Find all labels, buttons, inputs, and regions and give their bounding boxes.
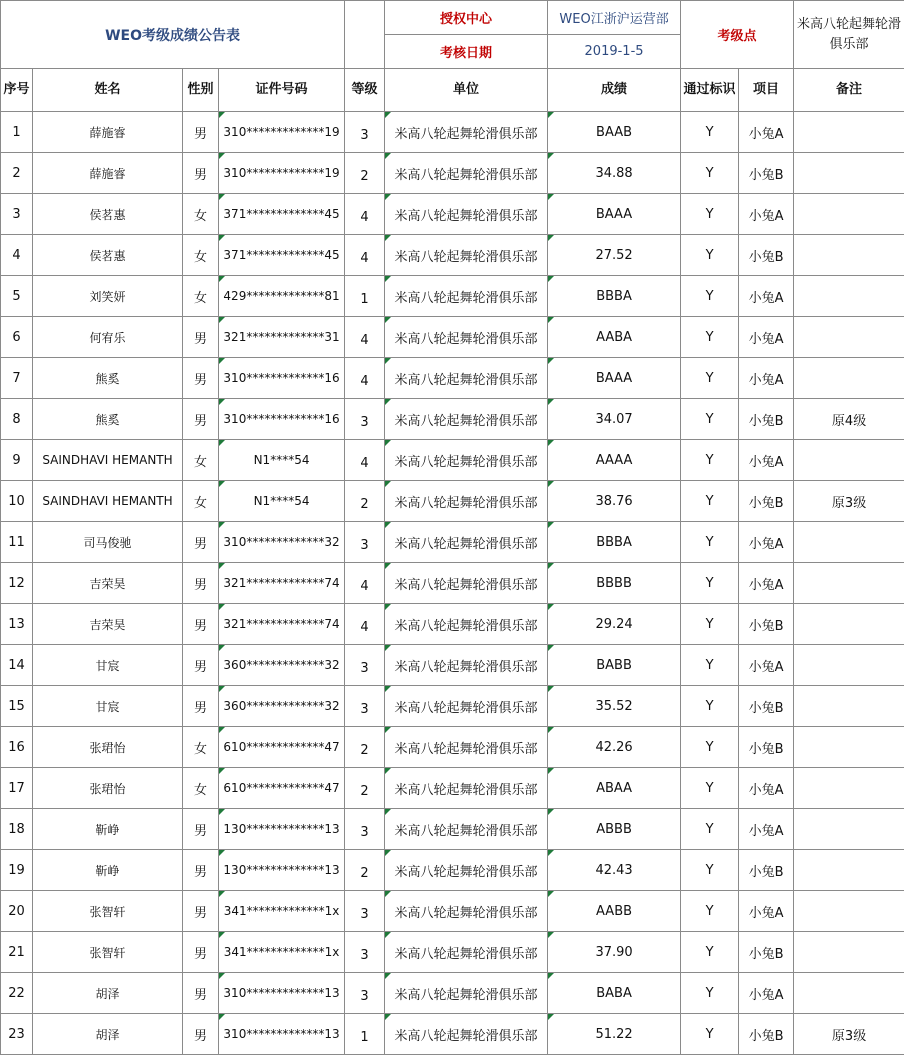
student-name-cell: 靳峥 <box>33 850 183 891</box>
id-number-cell: 321*************74 <box>219 563 345 604</box>
gender-cell: 男 <box>183 686 219 727</box>
student-name-cell: 胡泽 <box>33 1014 183 1055</box>
row-number-cell: 2 <box>1 153 33 194</box>
gender-cell: 男 <box>183 645 219 686</box>
note-cell <box>794 891 904 932</box>
gender-cell: 男 <box>183 1014 219 1055</box>
note-cell <box>794 276 904 317</box>
note-cell: 原3级 <box>794 481 904 522</box>
level-cell: 2 <box>345 768 385 809</box>
row-number-cell: 23 <box>1 1014 33 1055</box>
score-cell: AABB <box>548 891 681 932</box>
student-name-cell: 熊奚 <box>33 399 183 440</box>
student-name-cell: 吉荣昊 <box>33 604 183 645</box>
unit-cell: 米高八轮起舞轮滑俱乐部 <box>385 276 548 317</box>
item-cell: 小兔A <box>739 645 794 686</box>
note-cell <box>794 358 904 399</box>
student-name-cell: SAINDHAVI HEMANTH <box>33 481 183 522</box>
unit-cell: 米高八轮起舞轮滑俱乐部 <box>385 563 548 604</box>
gender-cell: 男 <box>183 850 219 891</box>
id-number-cell: 130*************13 <box>219 850 345 891</box>
unit-cell: 米高八轮起舞轮滑俱乐部 <box>385 973 548 1014</box>
student-name-cell: 薛施睿 <box>33 112 183 153</box>
score-cell: BAAA <box>548 194 681 235</box>
level-cell: 3 <box>345 399 385 440</box>
level-cell: 4 <box>345 235 385 276</box>
column-header-row <box>1 69 904 112</box>
table-row <box>1 522 904 563</box>
pass-flag-cell: Y <box>681 235 739 276</box>
gender-cell: 男 <box>183 112 219 153</box>
student-name-cell: 薛施睿 <box>33 153 183 194</box>
level-cell: 3 <box>345 522 385 563</box>
gender-cell: 男 <box>183 317 219 358</box>
item-cell: 小兔A <box>739 112 794 153</box>
id-number-cell: 310*************32 <box>219 522 345 563</box>
score-cell: AABA <box>548 317 681 358</box>
unit-cell: 米高八轮起舞轮滑俱乐部 <box>385 153 548 194</box>
score-cell: 35.52 <box>548 686 681 727</box>
col-header-pass: 通过标识 <box>681 69 739 112</box>
note-cell <box>794 563 904 604</box>
id-number-cell: 321*************74 <box>219 604 345 645</box>
id-number-cell: 341*************1x <box>219 932 345 973</box>
center-label: 授权中心 <box>385 1 548 35</box>
unit-cell: 米高八轮起舞轮滑俱乐部 <box>385 686 548 727</box>
gender-cell: 男 <box>183 932 219 973</box>
col-header-level: 等级 <box>345 69 385 112</box>
row-number-cell: 17 <box>1 768 33 809</box>
item-cell: 小兔A <box>739 317 794 358</box>
note-cell <box>794 973 904 1014</box>
table-row <box>1 1014 904 1055</box>
date-value: 2019-1-5 <box>548 35 681 69</box>
level-cell: 2 <box>345 727 385 768</box>
table-row <box>1 645 904 686</box>
score-cell: BBBA <box>548 522 681 563</box>
note-cell <box>794 235 904 276</box>
level-cell: 2 <box>345 153 385 194</box>
center-value: WEO江浙沪运营部 <box>548 1 681 35</box>
id-number-cell: 341*************1x <box>219 891 345 932</box>
item-cell: 小兔A <box>739 358 794 399</box>
note-cell <box>794 112 904 153</box>
note-cell: 原4级 <box>794 399 904 440</box>
item-cell: 小兔B <box>739 727 794 768</box>
unit-cell: 米高八轮起舞轮滑俱乐部 <box>385 932 548 973</box>
pass-flag-cell: Y <box>681 850 739 891</box>
row-number-cell: 10 <box>1 481 33 522</box>
gender-cell: 女 <box>183 768 219 809</box>
id-number-cell: 371*************45 <box>219 235 345 276</box>
item-cell: 小兔B <box>739 850 794 891</box>
gender-cell: 男 <box>183 809 219 850</box>
note-cell <box>794 440 904 481</box>
table-row <box>1 317 904 358</box>
pass-flag-cell: Y <box>681 891 739 932</box>
col-header-item: 项目 <box>739 69 794 112</box>
gender-cell: 男 <box>183 891 219 932</box>
col-header-no: 序号 <box>1 69 33 112</box>
col-header-score: 成绩 <box>548 69 681 112</box>
pass-flag-cell: Y <box>681 112 739 153</box>
col-header-gender: 性别 <box>183 69 219 112</box>
unit-cell: 米高八轮起舞轮滑俱乐部 <box>385 358 548 399</box>
pass-flag-cell: Y <box>681 317 739 358</box>
item-cell: 小兔B <box>739 604 794 645</box>
unit-cell: 米高八轮起舞轮滑俱乐部 <box>385 194 548 235</box>
id-number-cell: 371*************45 <box>219 194 345 235</box>
item-cell: 小兔B <box>739 481 794 522</box>
student-name-cell: 何宥乐 <box>33 317 183 358</box>
col-header-name: 姓名 <box>33 69 183 112</box>
pass-flag-cell: Y <box>681 522 739 563</box>
pass-flag-cell: Y <box>681 276 739 317</box>
score-cell: 37.90 <box>548 932 681 973</box>
item-cell: 小兔B <box>739 932 794 973</box>
item-cell: 小兔A <box>739 194 794 235</box>
item-cell: 小兔B <box>739 686 794 727</box>
id-number-cell: 310*************16 <box>219 399 345 440</box>
student-name-cell: 靳峥 <box>33 809 183 850</box>
gender-cell: 女 <box>183 481 219 522</box>
level-cell: 4 <box>345 194 385 235</box>
table-row <box>1 563 904 604</box>
item-cell: 小兔A <box>739 809 794 850</box>
score-cell: 38.76 <box>548 481 681 522</box>
id-number-cell: 310*************19 <box>219 153 345 194</box>
pass-flag-cell: Y <box>681 932 739 973</box>
id-number-cell: 310*************13 <box>219 973 345 1014</box>
row-number-cell: 22 <box>1 973 33 1014</box>
note-cell <box>794 153 904 194</box>
item-cell: 小兔A <box>739 563 794 604</box>
score-cell: AAAA <box>548 440 681 481</box>
score-cell: 29.24 <box>548 604 681 645</box>
id-number-cell: 310*************13 <box>219 1014 345 1055</box>
gender-cell: 男 <box>183 399 219 440</box>
table-row <box>1 768 904 809</box>
unit-cell: 米高八轮起舞轮滑俱乐部 <box>385 522 548 563</box>
row-number-cell: 12 <box>1 563 33 604</box>
unit-cell: 米高八轮起舞轮滑俱乐部 <box>385 1014 548 1055</box>
id-number-cell: 610*************47 <box>219 768 345 809</box>
table-row <box>1 194 904 235</box>
table-row <box>1 358 904 399</box>
pass-flag-cell: Y <box>681 686 739 727</box>
item-cell: 小兔A <box>739 440 794 481</box>
note-cell <box>794 932 904 973</box>
level-cell: 3 <box>345 809 385 850</box>
item-cell: 小兔B <box>739 153 794 194</box>
row-number-cell: 7 <box>1 358 33 399</box>
pass-flag-cell: Y <box>681 1014 739 1055</box>
student-name-cell: 张珺怡 <box>33 768 183 809</box>
table-title: WEO考级成绩公告表 <box>1 1 345 69</box>
level-cell: 4 <box>345 317 385 358</box>
student-name-cell: 吉荣昊 <box>33 563 183 604</box>
table-row <box>1 112 904 153</box>
note-cell <box>794 809 904 850</box>
level-cell: 4 <box>345 563 385 604</box>
unit-cell: 米高八轮起舞轮滑俱乐部 <box>385 481 548 522</box>
student-name-cell: 刘笑妍 <box>33 276 183 317</box>
row-number-cell: 16 <box>1 727 33 768</box>
row-number-cell: 6 <box>1 317 33 358</box>
id-number-cell: N1****54 <box>219 440 345 481</box>
level-cell: 2 <box>345 850 385 891</box>
score-cell: 42.26 <box>548 727 681 768</box>
pass-flag-cell: Y <box>681 604 739 645</box>
unit-cell: 米高八轮起舞轮滑俱乐部 <box>385 891 548 932</box>
pass-flag-cell: Y <box>681 399 739 440</box>
item-cell: 小兔B <box>739 235 794 276</box>
row-number-cell: 9 <box>1 440 33 481</box>
id-number-cell: 360*************32 <box>219 686 345 727</box>
row-number-cell: 18 <box>1 809 33 850</box>
student-name-cell: 张珺怡 <box>33 727 183 768</box>
item-cell: 小兔A <box>739 276 794 317</box>
score-cell: ABBB <box>548 809 681 850</box>
note-cell <box>794 686 904 727</box>
pass-flag-cell: Y <box>681 358 739 399</box>
table-row <box>1 276 904 317</box>
table-row <box>1 399 904 440</box>
score-cell: 34.07 <box>548 399 681 440</box>
id-number-cell: 321*************31 <box>219 317 345 358</box>
level-cell: 3 <box>345 112 385 153</box>
site-value: 米高八轮起舞轮滑俱乐部 <box>794 1 904 69</box>
score-cell: BAAB <box>548 112 681 153</box>
site-label: 考级点 <box>681 1 794 69</box>
pass-flag-cell: Y <box>681 563 739 604</box>
unit-cell: 米高八轮起舞轮滑俱乐部 <box>385 727 548 768</box>
pass-flag-cell: Y <box>681 153 739 194</box>
score-cell: BABB <box>548 645 681 686</box>
item-cell: 小兔B <box>739 399 794 440</box>
score-cell: ABAA <box>548 768 681 809</box>
level-cell: 3 <box>345 891 385 932</box>
student-name-cell: 侯茗惠 <box>33 194 183 235</box>
student-name-cell: 熊奚 <box>33 358 183 399</box>
table-row <box>1 809 904 850</box>
unit-cell: 米高八轮起舞轮滑俱乐部 <box>385 768 548 809</box>
score-cell: 51.22 <box>548 1014 681 1055</box>
gender-cell: 男 <box>183 604 219 645</box>
row-number-cell: 20 <box>1 891 33 932</box>
level-cell: 4 <box>345 604 385 645</box>
row-number-cell: 15 <box>1 686 33 727</box>
gender-cell: 男 <box>183 522 219 563</box>
id-number-cell: N1****54 <box>219 481 345 522</box>
pass-flag-cell: Y <box>681 768 739 809</box>
unit-cell: 米高八轮起舞轮滑俱乐部 <box>385 850 548 891</box>
note-cell <box>794 317 904 358</box>
note-cell <box>794 645 904 686</box>
item-cell: 小兔A <box>739 768 794 809</box>
level-cell: 3 <box>345 932 385 973</box>
gender-cell: 女 <box>183 727 219 768</box>
level-cell: 4 <box>345 358 385 399</box>
unit-cell: 米高八轮起舞轮滑俱乐部 <box>385 809 548 850</box>
student-name-cell: 司马俊驰 <box>33 522 183 563</box>
table-row <box>1 932 904 973</box>
table-row <box>1 891 904 932</box>
level-cell: 3 <box>345 686 385 727</box>
table-row <box>1 440 904 481</box>
pass-flag-cell: Y <box>681 645 739 686</box>
note-cell <box>794 604 904 645</box>
pass-flag-cell: Y <box>681 973 739 1014</box>
student-name-cell: SAINDHAVI HEMANTH <box>33 440 183 481</box>
unit-cell: 米高八轮起舞轮滑俱乐部 <box>385 399 548 440</box>
id-number-cell: 360*************32 <box>219 645 345 686</box>
row-number-cell: 21 <box>1 932 33 973</box>
col-header-id: 证件号码 <box>219 69 345 112</box>
id-number-cell: 130*************13 <box>219 809 345 850</box>
note-cell <box>794 850 904 891</box>
col-header-unit: 单位 <box>385 69 548 112</box>
student-name-cell: 甘宸 <box>33 686 183 727</box>
row-number-cell: 19 <box>1 850 33 891</box>
table-row <box>1 727 904 768</box>
pass-flag-cell: Y <box>681 481 739 522</box>
id-number-cell: 429*************81 <box>219 276 345 317</box>
score-cell: BAAA <box>548 358 681 399</box>
gender-cell: 女 <box>183 276 219 317</box>
row-number-cell: 3 <box>1 194 33 235</box>
student-name-cell: 胡泽 <box>33 973 183 1014</box>
score-cell: BABA <box>548 973 681 1014</box>
row-number-cell: 4 <box>1 235 33 276</box>
table-row <box>1 604 904 645</box>
row-number-cell: 14 <box>1 645 33 686</box>
item-cell: 小兔A <box>739 522 794 563</box>
score-cell: BBBA <box>548 276 681 317</box>
unit-cell: 米高八轮起舞轮滑俱乐部 <box>385 112 548 153</box>
note-cell <box>794 727 904 768</box>
table-row <box>1 153 904 194</box>
table-row <box>1 850 904 891</box>
id-number-cell: 610*************47 <box>219 727 345 768</box>
student-name-cell: 张智轩 <box>33 932 183 973</box>
unit-cell: 米高八轮起舞轮滑俱乐部 <box>385 235 548 276</box>
level-cell: 2 <box>345 481 385 522</box>
score-cell: 27.52 <box>548 235 681 276</box>
pass-flag-cell: Y <box>681 727 739 768</box>
note-cell <box>794 522 904 563</box>
date-label: 考核日期 <box>385 35 548 69</box>
id-number-cell: 310*************16 <box>219 358 345 399</box>
gender-cell: 女 <box>183 235 219 276</box>
row-number-cell: 1 <box>1 112 33 153</box>
item-cell: 小兔A <box>739 973 794 1014</box>
table-row <box>1 686 904 727</box>
level-cell: 1 <box>345 276 385 317</box>
pass-flag-cell: Y <box>681 194 739 235</box>
student-name-cell: 张智轩 <box>33 891 183 932</box>
score-cell: BBBB <box>548 563 681 604</box>
item-cell: 小兔B <box>739 1014 794 1055</box>
unit-cell: 米高八轮起舞轮滑俱乐部 <box>385 317 548 358</box>
pass-flag-cell: Y <box>681 440 739 481</box>
gender-cell: 女 <box>183 440 219 481</box>
score-cell: 34.88 <box>548 153 681 194</box>
header-spacer <box>345 1 385 69</box>
level-cell: 1 <box>345 1014 385 1055</box>
level-cell: 3 <box>345 973 385 1014</box>
row-number-cell: 5 <box>1 276 33 317</box>
gender-cell: 男 <box>183 563 219 604</box>
gender-cell: 女 <box>183 194 219 235</box>
table-row <box>1 235 904 276</box>
note-cell <box>794 768 904 809</box>
level-cell: 3 <box>345 645 385 686</box>
table-row <box>1 973 904 1014</box>
pass-flag-cell: Y <box>681 809 739 850</box>
row-number-cell: 13 <box>1 604 33 645</box>
row-number-cell: 8 <box>1 399 33 440</box>
id-number-cell: 310*************19 <box>219 112 345 153</box>
unit-cell: 米高八轮起舞轮滑俱乐部 <box>385 604 548 645</box>
score-cell: 42.43 <box>548 850 681 891</box>
gender-cell: 男 <box>183 973 219 1014</box>
item-cell: 小兔A <box>739 891 794 932</box>
gender-cell: 男 <box>183 358 219 399</box>
unit-cell: 米高八轮起舞轮滑俱乐部 <box>385 645 548 686</box>
student-name-cell: 甘宸 <box>33 645 183 686</box>
level-cell: 4 <box>345 440 385 481</box>
row-number-cell: 11 <box>1 522 33 563</box>
student-name-cell: 侯茗惠 <box>33 235 183 276</box>
gender-cell: 男 <box>183 153 219 194</box>
note-cell: 原3级 <box>794 1014 904 1055</box>
table-row <box>1 481 904 522</box>
col-header-note: 备注 <box>794 69 904 112</box>
unit-cell: 米高八轮起舞轮滑俱乐部 <box>385 440 548 481</box>
note-cell <box>794 194 904 235</box>
